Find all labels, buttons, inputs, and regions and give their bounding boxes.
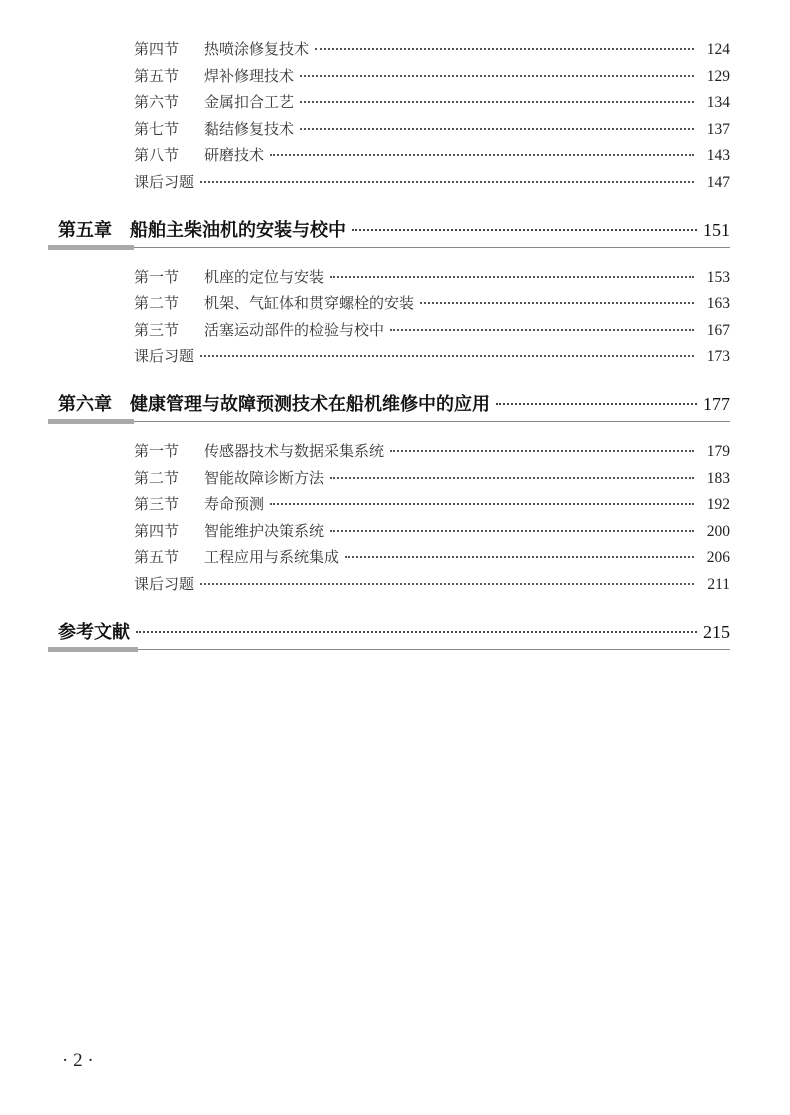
- toc-entry[interactable]: [134, 518, 730, 545]
- page-footer-number: · 2 ·: [62, 1050, 94, 1071]
- page-number: 147: [706, 173, 730, 191]
- section-title: 传感器技术与数据采集系统: [204, 441, 385, 460]
- dot-leader: [300, 127, 694, 130]
- chapter-rule: [48, 247, 730, 248]
- chapter-number: 第五章: [58, 219, 112, 241]
- dot-leader: [270, 153, 694, 156]
- page-number: 124: [706, 41, 730, 58]
- section-number: 第二节: [134, 294, 180, 313]
- chapter-title: 健康管理与故障预测技术在船机维修中的应用: [130, 393, 490, 415]
- toc-entry[interactable]: [134, 290, 730, 317]
- page-number: 137: [706, 120, 730, 138]
- section-title: 活塞运动部件的检验与校中: [204, 320, 385, 339]
- section-title: 机架、气缸体和贯穿螺栓的安装: [204, 294, 415, 313]
- toc-entry[interactable]: [134, 317, 730, 344]
- dot-leader: [200, 180, 694, 183]
- toc-entry-exercises[interactable]: [134, 571, 730, 598]
- page-number: 192: [706, 496, 730, 514]
- toc-entry[interactable]: [134, 465, 730, 492]
- page-number: 211: [707, 575, 730, 593]
- toc-entry[interactable]: [134, 438, 730, 465]
- page-number: 163: [706, 295, 730, 313]
- section-number: 第一节: [134, 267, 180, 286]
- references-title: 参考文献: [58, 621, 130, 643]
- section-number: 第二节: [134, 468, 180, 487]
- toc-entry[interactable]: [134, 116, 730, 143]
- section-number: 第五节: [134, 66, 180, 85]
- references-rule: [48, 649, 730, 650]
- dot-leader: [315, 47, 694, 50]
- section-title: 热喷涂修复技术: [204, 40, 310, 58]
- dot-leader: [330, 529, 694, 532]
- page-number: 151: [703, 219, 730, 240]
- section-title: 课后习题: [134, 574, 195, 593]
- page-number: 134: [706, 94, 730, 112]
- chapter-rule-accent: [48, 419, 134, 424]
- chapter-title: 船舶主柴油机的安装与校中: [130, 219, 346, 241]
- references-heading[interactable]: [48, 598, 730, 652]
- section-number: 第三节: [134, 495, 180, 514]
- page-number: 167: [706, 321, 730, 339]
- section-title: 黏结修复技术: [204, 119, 295, 138]
- section-title: 机座的定位与安装: [204, 267, 325, 286]
- page-number: 153: [706, 268, 730, 286]
- dot-leader: [420, 301, 694, 304]
- page-number: 206: [706, 549, 730, 567]
- toc-entry[interactable]: [134, 491, 730, 518]
- dot-leader: [200, 354, 694, 357]
- chapter-number: 第六章: [58, 393, 112, 415]
- section-title: 寿命预测: [204, 495, 265, 514]
- dot-leader: [270, 502, 694, 505]
- section-title: 课后习题: [134, 172, 195, 191]
- section-number: 第五节: [134, 548, 180, 567]
- section-list-chapter6: [48, 438, 730, 598]
- chapter-heading-6[interactable]: [48, 370, 730, 424]
- section-number: 第八节: [134, 146, 180, 165]
- section-list-chapter4: [48, 36, 730, 196]
- section-number: 第六节: [134, 93, 180, 112]
- toc-entry[interactable]: [134, 264, 730, 291]
- toc-entry[interactable]: [134, 544, 730, 571]
- dot-leader: [496, 402, 697, 405]
- references-rule-accent: [48, 647, 138, 652]
- section-number: 第四节: [134, 521, 180, 540]
- section-title: 智能故障诊断方法: [204, 468, 325, 487]
- section-number: 第四节: [134, 40, 180, 58]
- dot-leader: [330, 476, 694, 479]
- dot-leader: [136, 630, 697, 633]
- page-number: 183: [706, 469, 730, 487]
- table-of-contents: [48, 36, 730, 652]
- page-number: 129: [706, 67, 730, 85]
- toc-entry[interactable]: [134, 63, 730, 90]
- section-title: 智能维护决策系统: [204, 521, 325, 540]
- chapter-heading-5[interactable]: [48, 196, 730, 250]
- toc-entry-exercises[interactable]: [134, 169, 730, 196]
- section-number: 第七节: [134, 119, 180, 138]
- page-number: 143: [706, 147, 730, 165]
- section-title: 金属扣合工艺: [204, 93, 295, 112]
- dot-leader: [300, 100, 694, 103]
- dot-leader: [300, 74, 694, 77]
- page-number: 215: [703, 621, 730, 642]
- toc-entry[interactable]: [134, 89, 730, 116]
- page-number: 179: [706, 442, 730, 460]
- page-number: 177: [703, 393, 730, 414]
- section-title: 工程应用与系统集成: [204, 548, 340, 567]
- section-title: 研磨技术: [204, 146, 265, 165]
- dot-leader: [352, 228, 697, 231]
- toc-entry[interactable]: [134, 142, 730, 169]
- section-list-chapter5: [48, 264, 730, 370]
- chapter-rule-accent: [48, 245, 134, 250]
- dot-leader: [200, 582, 694, 585]
- toc-entry[interactable]: [134, 36, 730, 63]
- dot-leader: [390, 328, 694, 331]
- section-number: 第一节: [134, 441, 180, 460]
- page-number: 173: [706, 348, 730, 366]
- page-number: 200: [706, 522, 730, 540]
- dot-leader: [390, 449, 694, 452]
- dot-leader: [345, 555, 694, 558]
- dot-leader: [330, 275, 694, 278]
- section-title: 课后习题: [134, 347, 195, 366]
- toc-entry-exercises[interactable]: [134, 343, 730, 370]
- section-title: 焊补修理技术: [204, 66, 295, 85]
- section-number: 第三节: [134, 320, 180, 339]
- chapter-rule: [48, 421, 730, 422]
